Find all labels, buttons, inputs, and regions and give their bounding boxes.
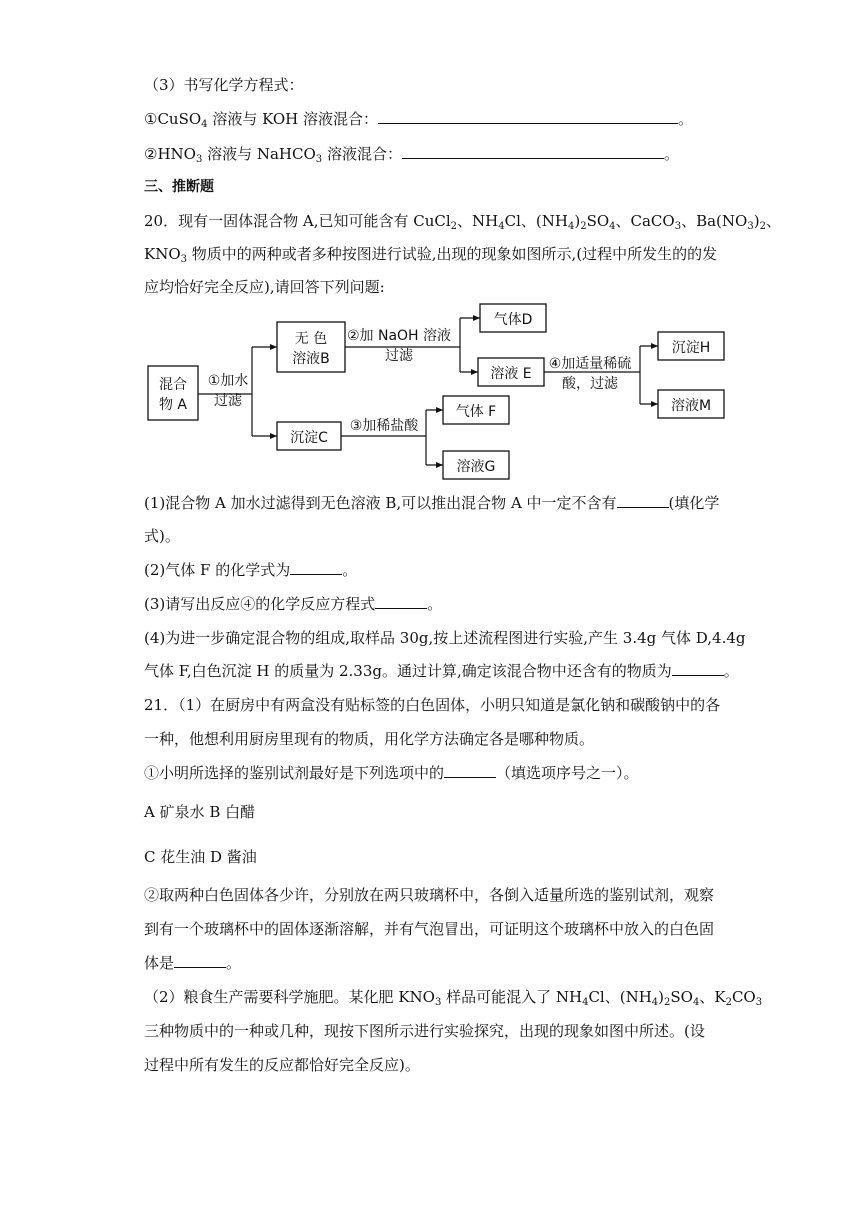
q21-options-cd: C 花生油 D 酱油 bbox=[144, 848, 257, 866]
q20-part3: (3)请写出反应④的化学反应方程式 。 bbox=[144, 595, 443, 613]
precipitate-c-label: 沉淀C bbox=[290, 430, 328, 446]
q20-line-3: 应均恰好完全反应),请回答下列问题: bbox=[144, 278, 385, 296]
q20-part2: (2)气体 F 的化学式为 。 bbox=[144, 561, 358, 579]
step4-label-1: ④加适量稀硫 bbox=[548, 356, 632, 372]
mixture-label-1: 混合 bbox=[159, 377, 187, 393]
step4-label-2: 酸，过滤 bbox=[562, 376, 618, 392]
answer-blank[interactable] bbox=[290, 560, 342, 575]
step2-label-1: ②加 NaOH 溶液 bbox=[346, 328, 452, 344]
answer-blank[interactable] bbox=[402, 144, 664, 159]
q21-line-1: 21．（1）在厨房中有两盒没有贴标签的白色固体，小明只知道是氯化钠和碳酸钠中的各 bbox=[144, 696, 721, 714]
answer-blank[interactable] bbox=[672, 661, 724, 676]
step3-label: ③加稀盐酸 bbox=[349, 418, 419, 434]
section-heading: 三、推断题 bbox=[144, 179, 214, 195]
q21-options-ab: A 矿泉水 B 白醋 bbox=[144, 803, 256, 821]
gas-f-label: 气体 F bbox=[455, 404, 497, 420]
q19-part3-heading: （3）书写化学方程式： bbox=[144, 76, 304, 94]
answer-blank[interactable] bbox=[444, 763, 496, 778]
q21-line-2: 一种，他想利用厨房里现有的物质，用化学方法确定各是哪种物质。 bbox=[144, 730, 595, 748]
q20-part1: (1)混合物 A 加水过滤得到无色溶液 B,可以推出混合物 A 中一定不含有 (填化学 bbox=[144, 494, 720, 512]
q21-line-6: 体是 。 bbox=[144, 954, 242, 972]
solution-g-label: 溶液G bbox=[456, 459, 496, 475]
solution-e-label: 溶液 E bbox=[490, 366, 532, 382]
q20-line-2: $KNO_3$ 物质中的两种或者多种按图进行试验,出现的现象如图所示,(过程中所发生的的发 bbox=[144, 245, 718, 265]
step1-label-2: 过滤 bbox=[214, 393, 242, 409]
q21-line-8: 三种物质中的一种或几种，现按下图所示进行实验探究，出现的现象如图中所述。(设 bbox=[144, 1022, 705, 1040]
precipitate-h-label: 沉淀H bbox=[671, 340, 711, 356]
mixture-label-2: 物 A bbox=[158, 397, 188, 413]
q21-line-9: 过程中所有发生的反应都恰好完全反应)。 bbox=[144, 1056, 420, 1074]
answer-blank[interactable] bbox=[617, 493, 669, 508]
q21-line-4: ②取两种白色固体各少许，分别放在两只玻璃杯中，各倒入适量所选的鉴别试剂，观察 bbox=[144, 886, 715, 904]
q20-part4-line-1: (4)为进一步确定混合物的组成,取样品 30g,按上述流程图进行实验,产生 3.4g 气体 D,4.4g bbox=[144, 629, 746, 647]
step1-label-1: ①加水 bbox=[207, 373, 249, 389]
q21-line-7: （2）粮食生产需要科学施肥。某化肥 $KNO_3$ 样品可能混入了 $NH_4Cl$、$(NH_4)_2SO_4$、$K_2CO_3$ bbox=[144, 988, 763, 1008]
q19-equation-2: $②HNO_3$ 溶液与 NaHCO$_3$ 溶液混合： 。 bbox=[144, 145, 679, 165]
q20-part1-cont: 式)。 bbox=[144, 527, 180, 545]
solution-m-label: 溶液M bbox=[670, 398, 712, 414]
q20-part4-line-2: 气体 F,白色沉淀 H 的质量为 2.33g。通过计算,确定该混合物中还含有的物质为 。 bbox=[144, 662, 739, 680]
q21-line-5: 到有一个玻璃杯中的固体逐渐溶解，并有气泡冒出，可证明这个玻璃杯中放入的白色固 bbox=[144, 920, 715, 938]
answer-blank[interactable] bbox=[174, 953, 226, 968]
solution-b-label-1: 无 色 bbox=[294, 331, 328, 347]
step2-label-2: 过滤 bbox=[385, 348, 413, 364]
q19-equation-1: ①CuSO$_4$ 溶液与 KOH 溶液混合： 。 bbox=[144, 110, 694, 130]
answer-blank[interactable] bbox=[378, 109, 678, 124]
q20-line-1: 20．现有一固体混合物 A,已知可能含有 CuCl$_2$、$NH_4Cl$、$(NH_4)_2SO_4$、CaCO$_3$、$Ba(NO_3)_2$、 bbox=[144, 212, 781, 232]
flow-diagram bbox=[140, 298, 740, 483]
q21-line-3: ①小明所选择的鉴别试剂最好是下列选项中的 （填选项序号之一）。 bbox=[144, 764, 639, 782]
gas-d-label: 气体D bbox=[493, 312, 533, 328]
answer-blank[interactable] bbox=[375, 594, 427, 609]
solution-b-label-2: 溶液B bbox=[292, 351, 330, 367]
